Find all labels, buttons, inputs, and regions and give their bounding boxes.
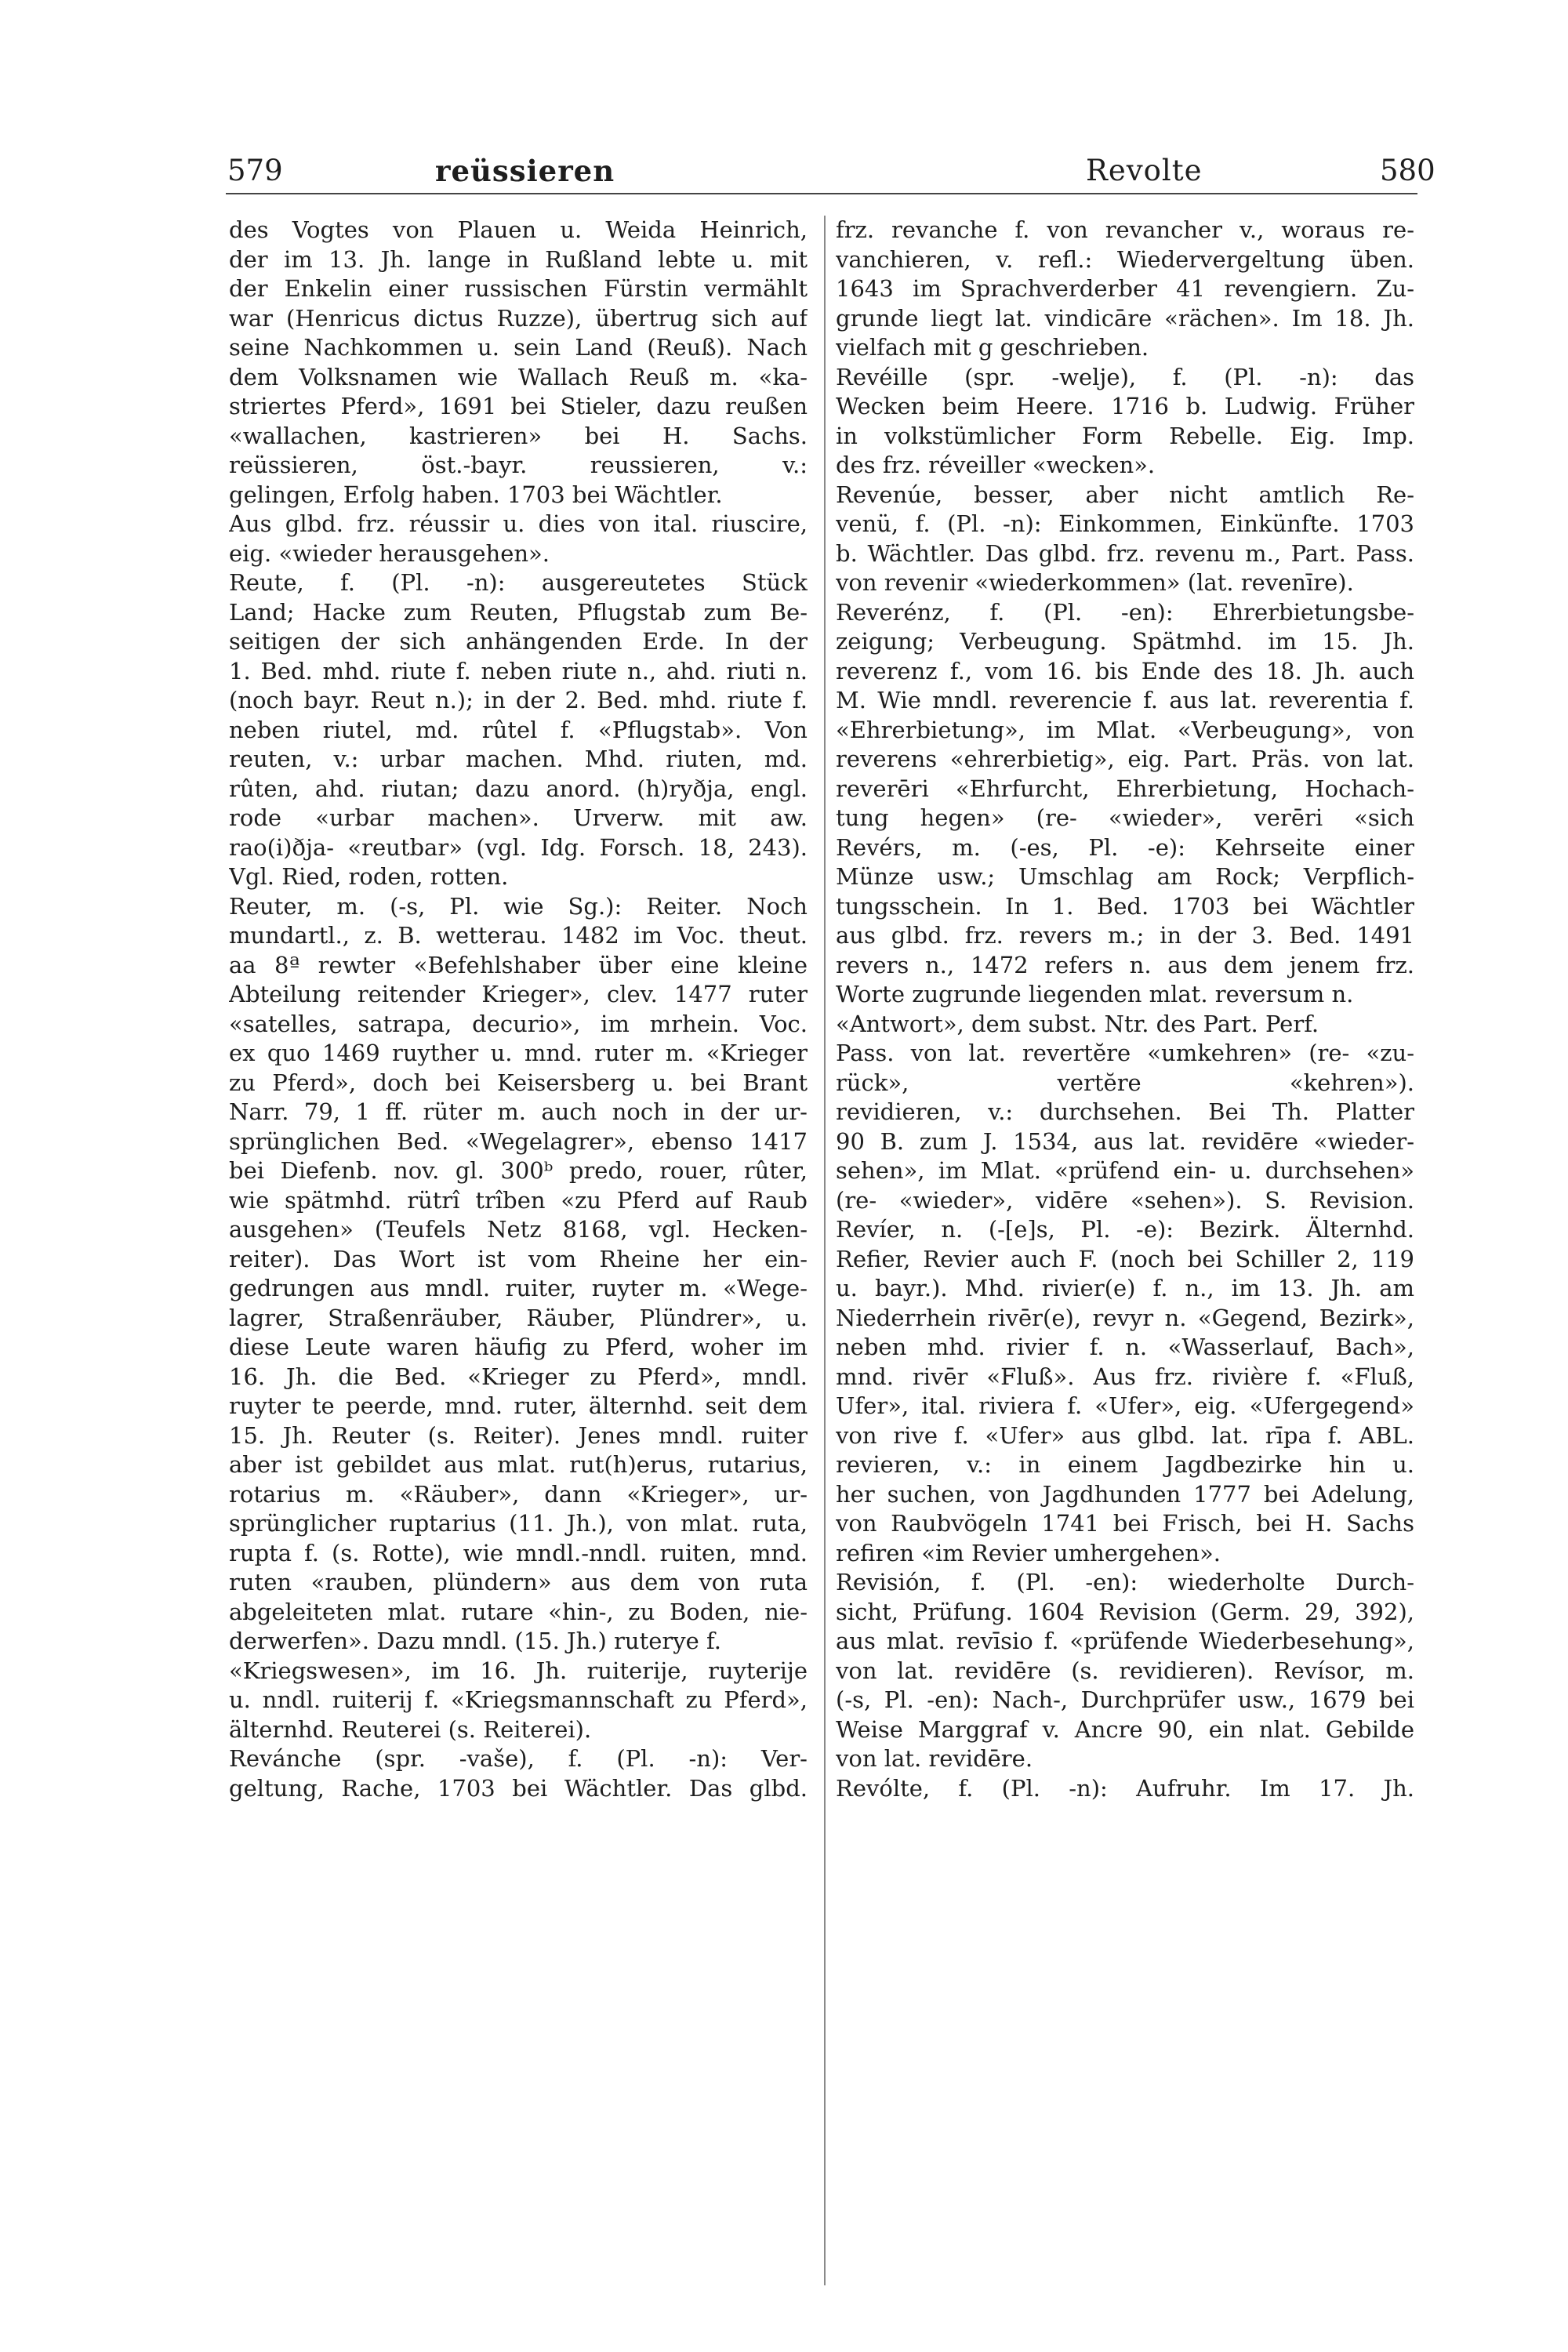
right-column-line: her suchen, von Jagdhunden 1777 bei Adelung, xyxy=(836,1480,1414,1508)
right-column-line: Reverénz, f. (Pl. -en): Ehrerbietungsbe- xyxy=(836,598,1414,626)
right-column-line: zeigung; Verbeugung. Spätmhd. im 15. Jh. xyxy=(836,628,1414,655)
right-column-line: Münze usw.; Umschlag am Rock; Verpflich- xyxy=(836,863,1414,890)
right-column-line: Revólte, f. (Pl. -n): Aufruhr. Im 17. Jh. xyxy=(836,1774,1414,1802)
right-column-line: revidieren, v.: durchsehen. Bei Th. Platter xyxy=(836,1098,1414,1125)
left-column-line: ex quo 1469 ruyther u. mnd. ruter m. «Krieger xyxy=(229,1040,808,1066)
left-column-line: rûten, ahd. riutan; dazu anord. (h)ryðja, engl. xyxy=(229,775,808,802)
left-column-line: aber ist gebildet aus mlat. rut(h)erus, rutarius, xyxy=(229,1451,808,1478)
right-column-line: venü, f. (Pl. -n): Einkommen, Einkünfte. 1703 xyxy=(836,510,1414,537)
running-headword-right: Revolte xyxy=(1086,154,1203,187)
right-column-line: 90 B. zum J. 1534, aus lat. revidēre «wieder- xyxy=(836,1127,1414,1155)
left-column-line: Vgl. Ried, roden, rotten. xyxy=(229,863,509,890)
right-column-line: b. Wächtler. Das glbd. frz. revenu m., Part. Pass. xyxy=(836,539,1414,567)
column-divider xyxy=(824,216,826,2285)
left-column-line: sprünglichen Bed. «Wegelagrer», ebenso 1417 xyxy=(229,1127,808,1155)
right-column-line: mnd. rivēr «Fluß». Aus frz. rivière f. «Fluß, xyxy=(836,1363,1414,1390)
right-column-line: u. bayr.). Mhd. rivier(e) f. n., im 13. Jh. am xyxy=(836,1275,1414,1301)
right-column-line: tung hegen» (re- «wieder», verēri «sich xyxy=(836,804,1414,831)
right-column-line: sicht, Prüfung. 1604 Revision (Germ. 29, 392), xyxy=(836,1598,1414,1625)
left-column-line: war (Henricus dictus Ruzze), übertrug sich auf xyxy=(229,304,808,332)
page-number-left: 579 xyxy=(227,154,283,187)
right-column-line: M. Wie mndl. reverencie f. aus lat. reverentia f. xyxy=(836,687,1414,713)
left-column-line: striertes Pferd», 1691 bei Stieler, dazu reußen xyxy=(229,393,808,419)
left-column-line: ruten «rauben, plündern» aus dem von ruta xyxy=(229,1569,808,1595)
right-column-line: Pass. von lat. revertĕre «umkehren» (re- «zu- xyxy=(836,1040,1414,1066)
right-column-line: grunde liegt lat. vindicāre «rächen». Im 18. Jh. xyxy=(836,304,1414,332)
right-column-line: Revíer, n. (-[e]s, Pl. -e): Bezirk. Älternhd. xyxy=(836,1216,1414,1243)
left-column-line: Land; Hacke zum Reuten, Pflugstab zum Be- xyxy=(229,598,808,626)
left-column-line: rode «urbar machen». Urverw. mit aw. xyxy=(229,804,808,831)
left-column-line: 15. Jh. Reuter (s. Reiter). Jenes mndl. ruiter xyxy=(229,1421,808,1449)
left-column-line: rotarius m. «Räuber», dann «Krieger», ur- xyxy=(229,1480,808,1508)
left-column-line: Abteilung reitender Krieger», clev. 1477 ruter xyxy=(229,981,808,1007)
left-column-line: reüssieren, öst.-bayr. reussieren, v.: xyxy=(229,452,808,478)
header-rule xyxy=(226,193,1417,194)
left-column-line: sprünglicher ruptarius (11. Jh.), von mlat. ruta, xyxy=(229,1510,808,1537)
right-column-line: Refier, Revier auch F. (noch bei Schiller 2, 119 xyxy=(836,1245,1414,1272)
right-column-line: aus glbd. frz. revers m.; in der 3. Bed. 1491 xyxy=(836,922,1414,949)
left-column-line: gelingen, Erfolg haben. 1703 bei Wächtler. xyxy=(229,481,723,508)
right-column-line: «Ehrerbietung», im Mlat. «Verbeugung», von xyxy=(836,716,1414,743)
left-column-line: der im 13. Jh. lange in Rußland lebte u. mit xyxy=(229,245,808,273)
left-column-line: reuten, v.: urbar machen. Mhd. riuten, md. xyxy=(229,746,808,772)
page-number-right: 580 xyxy=(1380,154,1436,187)
right-column-line: vanchieren, v. refl.: Wiedervergeltung üben. xyxy=(836,245,1414,273)
right-column-line: «Antwort», dem subst. Ntr. des Part. Perf. xyxy=(836,1010,1319,1037)
right-column-line: revieren, v.: in einem Jagdbezirke hin u. xyxy=(836,1451,1414,1478)
right-column-line: tungsschein. In 1. Bed. 1703 bei Wächtler xyxy=(836,892,1414,920)
left-column-line: eig. «wieder herausgehen». xyxy=(229,539,550,567)
left-column-line: älternhd. Reuterei (s. Reiterei). xyxy=(229,1715,592,1743)
left-column-line: ruyter te peerde, mnd. ruter, älternhd. seit dem xyxy=(229,1392,808,1419)
left-column-line: «Kriegswesen», im 16. Jh. ruiterije, ruyterije xyxy=(229,1657,808,1684)
left-column-line: Aus glbd. frz. réussir u. dies von ital. riuscire, xyxy=(229,510,808,537)
left-column-line: «satelles, satrapa, decurio», im mrhein. Voc. xyxy=(229,1010,808,1037)
right-column-line: reverens «ehrerbietig», eig. Part. Präs. von lat. xyxy=(836,746,1414,772)
right-column-line: sehen», im Mlat. «prüfend ein- u. durchsehen» xyxy=(836,1157,1414,1184)
left-column-line: des Vogtes von Plauen u. Weida Heinrich, xyxy=(229,216,808,243)
right-column-line: Ufer», ital. riviera f. «Ufer», eig. «Ufergegend» xyxy=(836,1392,1414,1419)
right-column-line: Revisión, f. (Pl. -en): wiederholte Durch- xyxy=(836,1569,1414,1595)
left-column-line: u. nndl. ruiterij f. «Kriegsmannschaft zu Pferd», xyxy=(229,1686,808,1713)
left-column-line: wie spätmhd. rütrî trîben «zu Pferd auf Raub xyxy=(229,1186,808,1214)
right-column-line: von Raubvögeln 1741 bei Frisch, bei H. Sachs xyxy=(836,1510,1414,1537)
left-column-line: Reuter, m. (-s, Pl. wie Sg.): Reiter. Noch xyxy=(229,892,808,920)
left-column-line: neben riutel, md. rûtel f. «Pflugstab». Von xyxy=(229,716,808,743)
right-column-line: (re- «wieder», vidēre «sehen»). S. Revision. xyxy=(836,1186,1414,1214)
left-column-line: Revánche (spr. -vaše), f. (Pl. -n): Ver- xyxy=(229,1745,808,1772)
right-column-line: aus mlat. revīsio f. «prüfende Wiederbesehung», xyxy=(836,1628,1414,1654)
right-column-line: vielfach mit g geschrieben. xyxy=(836,334,1149,361)
right-column-line: rück», vertĕre «kehren»). xyxy=(836,1069,1414,1096)
right-column-line: frz. revanche f. von revancher v., woraus re- xyxy=(836,216,1414,243)
right-column-line: revers n., 1472 refers n. aus dem jenem frz. xyxy=(836,951,1414,978)
right-column-line: refiren «im Revier umhergehen». xyxy=(836,1539,1221,1566)
right-column-line: in volkstümlicher Form Rebelle. Eig. Imp. xyxy=(836,422,1414,449)
right-column-line: von lat. revidēre (s. revidieren). Revísor, m. xyxy=(836,1657,1414,1684)
left-column-line: 16. Jh. die Bed. «Krieger zu Pferd», mndl. xyxy=(229,1363,808,1390)
left-column-line: geltung, Rache, 1703 bei Wächtler. Das glbd. xyxy=(229,1774,808,1802)
right-column-line: Revenúe, besser, aber nicht amtlich Re- xyxy=(836,481,1414,508)
left-column-line: zu Pferd», doch bei Keisersberg u. bei Brant xyxy=(229,1069,808,1096)
right-column-line: des frz. réveiller «wecken». xyxy=(836,452,1156,478)
left-column-line: (noch bayr. Reut n.); in der 2. Bed. mhd. riute f. xyxy=(229,687,808,713)
right-column xyxy=(836,216,1414,1803)
left-column-line: aa 8ª rewter «Befehlshaber über eine kleine xyxy=(229,951,808,978)
right-column-line: von rive f. «Ufer» aus glbd. lat. rīpa f. ABL. xyxy=(836,1421,1414,1449)
left-column-line: diese Leute waren häufig zu Pferd, woher im xyxy=(229,1334,808,1360)
left-column-line: derwerfen». Dazu mndl. (15. Jh.) ruterye f. xyxy=(229,1628,721,1654)
right-column-line: von revenir «wiederkommen» (lat. revenīre). xyxy=(836,569,1354,596)
right-column-line: Revérs, m. (-es, Pl. -e): Kehrseite einer xyxy=(836,833,1414,861)
right-column-line: Wecken beim Heere. 1716 b. Ludwig. Früher xyxy=(836,393,1414,419)
left-column-line: mundartl., z. B. wetterau. 1482 im Voc. theut. xyxy=(229,922,808,949)
left-column-line: Narr. 79, 1 ff. rüter m. auch noch in der ur- xyxy=(229,1098,808,1125)
left-column-line: dem Volksnamen wie Wallach Reuß m. «ka- xyxy=(229,363,808,390)
right-column-line: Niederrhein rivēr(e), revyr n. «Gegend, Bezirk», xyxy=(836,1304,1414,1331)
left-column xyxy=(229,216,808,1803)
left-column-line: lagrer, Straßenräuber, Räuber, Plündrer», u. xyxy=(229,1304,808,1331)
left-column-line: seine Nachkommen u. sein Land (Reuß). Nach xyxy=(229,334,808,361)
right-column-line: reverēri «Ehrfurcht, Ehrerbietung, Hochach- xyxy=(836,775,1414,802)
left-column-line: «wallachen, kastrieren» bei H. Sachs. xyxy=(229,422,808,449)
right-column-line: 1643 im Sprachverderber 41 revengiern. Zu- xyxy=(836,275,1414,302)
left-column-line: der Enkelin einer russischen Fürstin vermählt xyxy=(229,275,808,302)
right-column-line: Revéille (spr. -welje), f. (Pl. -n): das xyxy=(836,363,1414,390)
left-column-line: ausgehen» (Teufels Netz 8168, vgl. Hecken- xyxy=(229,1216,808,1243)
right-column-line: reverenz f., vom 16. bis Ende des 18. Jh. auch xyxy=(836,657,1414,684)
left-column-line: Reute, f. (Pl. -n): ausgereutetes Stück xyxy=(229,569,808,596)
right-column-line: Weise Marggraf v. Ancre 90, ein nlat. Gebilde xyxy=(836,1715,1414,1743)
right-column-line: Worte zugrunde liegenden mlat. reversum n. xyxy=(836,981,1354,1007)
left-column-line: rupta f. (s. Rotte), wie mndl.-nndl. ruiten, mnd. xyxy=(229,1539,808,1566)
running-headword-left: reüssieren xyxy=(435,154,615,188)
right-column-line: von lat. revidēre. xyxy=(836,1745,1033,1772)
left-column-line: rao(i)ðja- «reutbar» (vgl. Idg. Forsch. 18, 243). xyxy=(229,833,808,861)
left-column-line: reiter). Das Wort ist vom Rheine her ein- xyxy=(229,1245,808,1272)
left-column-line: 1. Bed. mhd. riute f. neben riute n., ahd. riuti n. xyxy=(229,657,808,684)
left-column-line: gedrungen aus mndl. ruiter, ruyter m. «Wege- xyxy=(229,1275,808,1301)
right-column-line: neben mhd. rivier f. n. «Wasserlauf, Bach», xyxy=(836,1334,1414,1360)
right-column-line: (-s, Pl. -en): Nach-, Durchprüfer usw., 1679 bei xyxy=(836,1686,1414,1713)
left-column-line: bei Diefenb. nov. gl. 300ᵇ predo, rouer, rûter, xyxy=(229,1157,808,1184)
left-column-line: seitigen der sich anhängenden Erde. In der xyxy=(229,628,808,655)
left-column-line: abgeleiteten mlat. rutare «hin-, zu Boden, nie- xyxy=(229,1598,808,1625)
